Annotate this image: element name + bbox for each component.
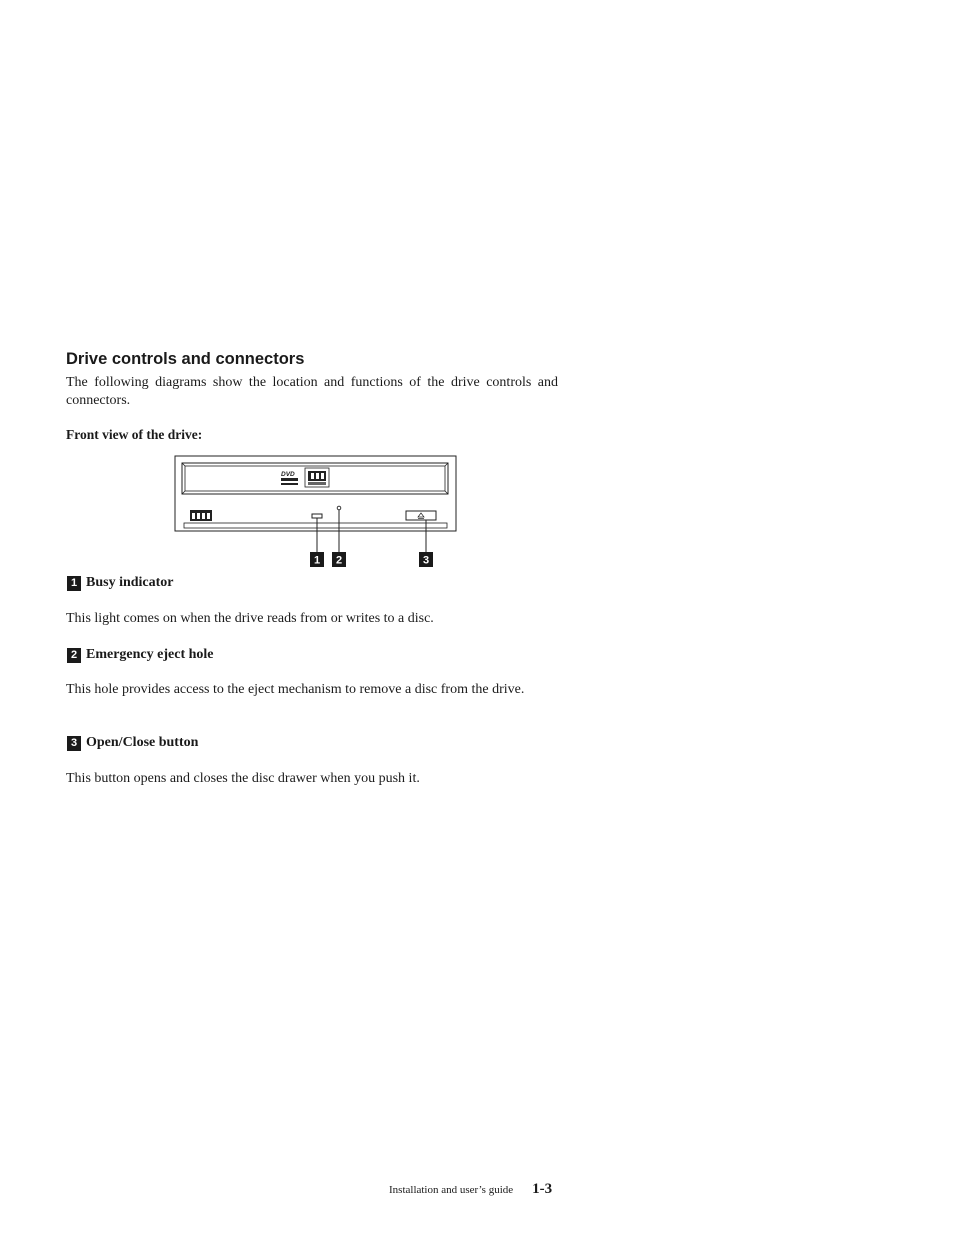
intro-paragraph: The following diagrams show the location and functions of the drive controls and connectors. bbox=[66, 375, 558, 408]
callout-badge: 2 bbox=[67, 648, 81, 663]
callout-badge: 3 bbox=[67, 736, 81, 751]
drive-front-view-diagram bbox=[170, 452, 462, 572]
callout-1 bbox=[310, 552, 324, 567]
dvd-logo-icon bbox=[281, 471, 298, 485]
svg-text:3: 3 bbox=[422, 554, 430, 567]
front-view-label: Front view of the drive: bbox=[66, 427, 203, 442]
item-title: Emergency eject hole bbox=[86, 647, 214, 662]
emergency-eject-hole-description: This hole provides access to the eject mechanism to remove a disc from the drive. bbox=[66, 682, 525, 697]
emergency-eject-hole-heading bbox=[67, 647, 214, 663]
page-footer bbox=[389, 1181, 552, 1198]
item-title: Busy indicator bbox=[86, 575, 174, 590]
busy-indicator-heading bbox=[67, 575, 174, 591]
svg-text:2: 2 bbox=[335, 554, 343, 567]
section-title: Drive controls and connectors bbox=[66, 350, 305, 368]
svg-text:1: 1 bbox=[313, 554, 321, 567]
callout-2 bbox=[332, 552, 346, 567]
compact-disc-logo-icon bbox=[305, 468, 329, 487]
open-close-button-description: This button opens and closes the disc drawer when you push it. bbox=[66, 771, 420, 786]
svg-text:DVD: DVD bbox=[281, 471, 295, 478]
compact-disc-logo-icon bbox=[190, 510, 212, 521]
emergency-eject-hole bbox=[337, 506, 341, 510]
footer-title: Installation and user’s guide bbox=[389, 1184, 514, 1196]
item-title: Open/Close button bbox=[86, 735, 199, 750]
busy-indicator-light bbox=[312, 514, 322, 518]
callout-3 bbox=[419, 552, 433, 567]
page-number: 1-3 bbox=[532, 1181, 553, 1197]
open-close-button-heading bbox=[67, 735, 198, 751]
callout-badge: 1 bbox=[67, 576, 81, 591]
busy-indicator-description: This light comes on when the drive reads from or writes to a disc. bbox=[66, 611, 434, 626]
